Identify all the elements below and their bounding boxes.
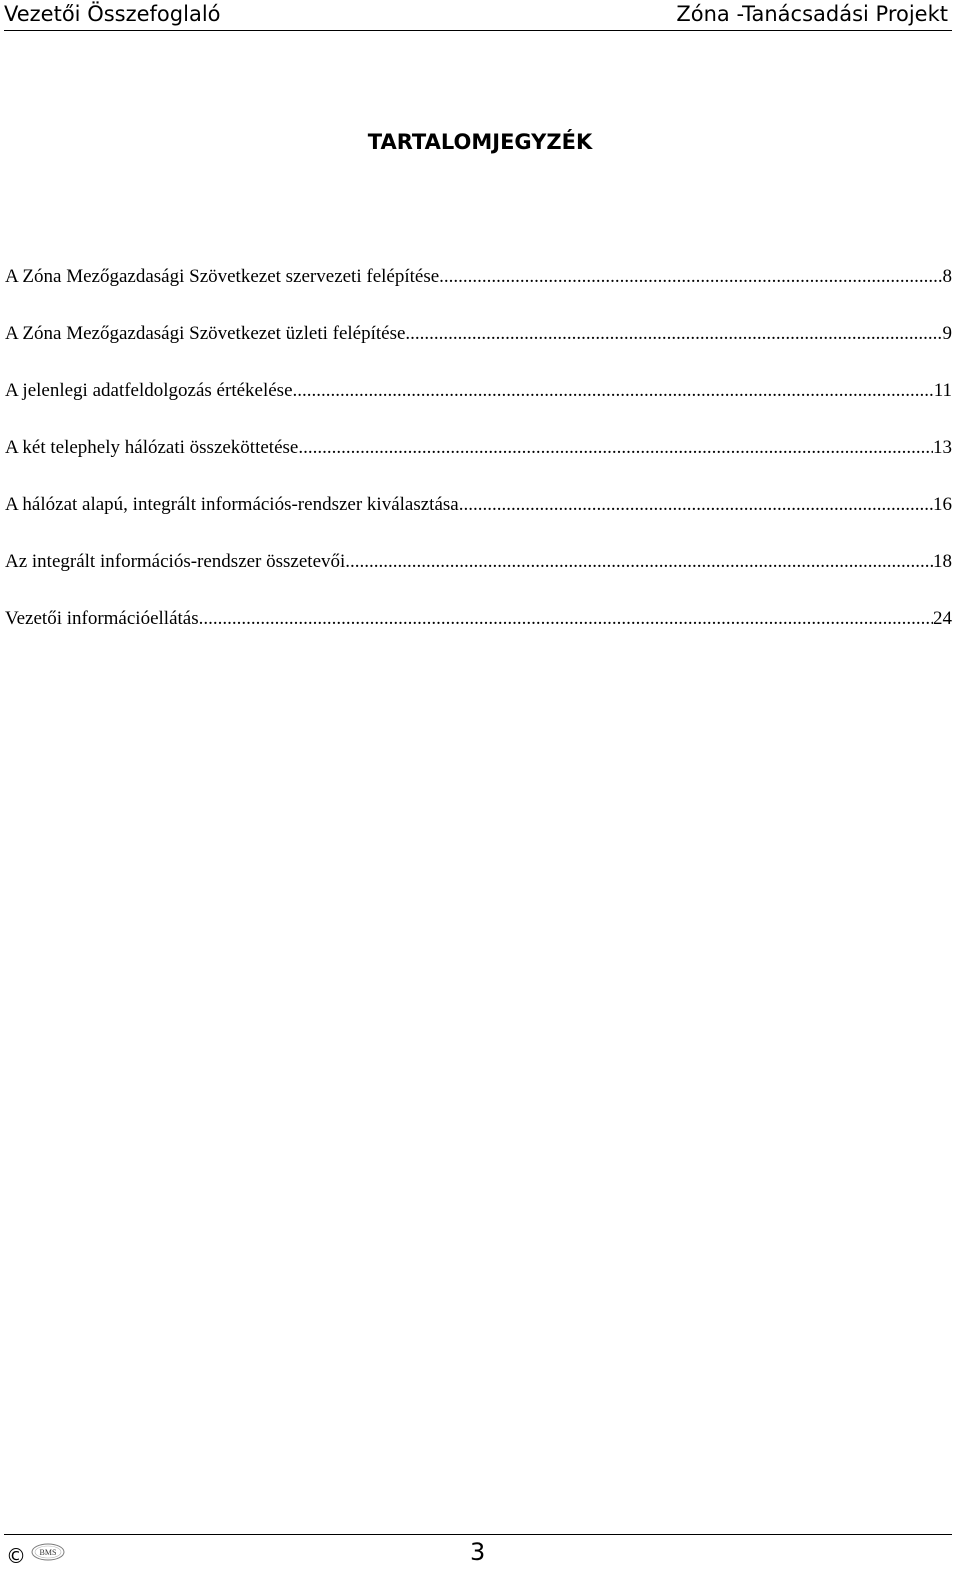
toc-entry[interactable] — [5, 437, 952, 466]
header-project-title: Zóna -Tanácsadási Projekt — [676, 2, 948, 26]
toc-entry-page: 18 — [933, 551, 952, 572]
toc-entry-text: A hálózat alapú, integrált információs-rendszer kiválasztása — [5, 494, 459, 515]
toc-leader-dots — [439, 266, 942, 288]
toc-leader-dots — [293, 380, 934, 402]
toc-title: TARTALOMJEGYZÉK — [367, 130, 593, 154]
toc-leader-dots — [298, 437, 933, 459]
toc-entry[interactable] — [5, 551, 952, 580]
toc-entry-text: Vezetői információellátás — [5, 608, 199, 629]
toc-entry[interactable] — [5, 608, 952, 637]
toc-entry[interactable] — [5, 494, 952, 523]
page-footer — [4, 1534, 952, 1575]
toc-entry-text: A Zóna Mezőgazdasági Szövetkezet üzleti felépítése — [5, 323, 406, 344]
toc-entry-text: A két telephely hálózati összeköttetése — [5, 437, 299, 458]
toc-entry-page: 24 — [933, 608, 952, 629]
toc-entry-text: A jelenlegi adatfeldolgozás értékelése — [5, 380, 293, 401]
toc-entry[interactable] — [5, 380, 952, 409]
toc-entry[interactable] — [5, 266, 952, 295]
toc-entry-text: Az integrált információs-rendszer összetevői — [5, 551, 346, 572]
toc-entry-page: 9 — [942, 323, 952, 344]
toc-entry[interactable] — [5, 323, 952, 352]
page-number: 3 — [470, 1538, 486, 1566]
toc-entry-page: 13 — [933, 437, 952, 458]
header-document-title: Vezetői Összefoglaló — [4, 2, 221, 26]
toc-leader-dots — [345, 551, 933, 573]
table-of-contents — [5, 266, 952, 637]
toc-leader-dots — [459, 494, 933, 516]
copyright-symbol: © — [6, 1544, 26, 1568]
toc-leader-dots — [405, 323, 942, 345]
bms-logo-text: BMS — [39, 1548, 57, 1557]
toc-entry-page: 11 — [933, 380, 952, 401]
bms-logo-icon — [30, 1542, 66, 1562]
toc-entry-text: A Zóna Mezőgazdasági Szövetkezet szervezeti felépítése — [5, 266, 440, 287]
toc-leader-dots — [199, 608, 933, 630]
toc-entry-page: 8 — [942, 266, 952, 287]
page-header — [4, 0, 952, 31]
toc-entry-page: 16 — [933, 494, 952, 515]
